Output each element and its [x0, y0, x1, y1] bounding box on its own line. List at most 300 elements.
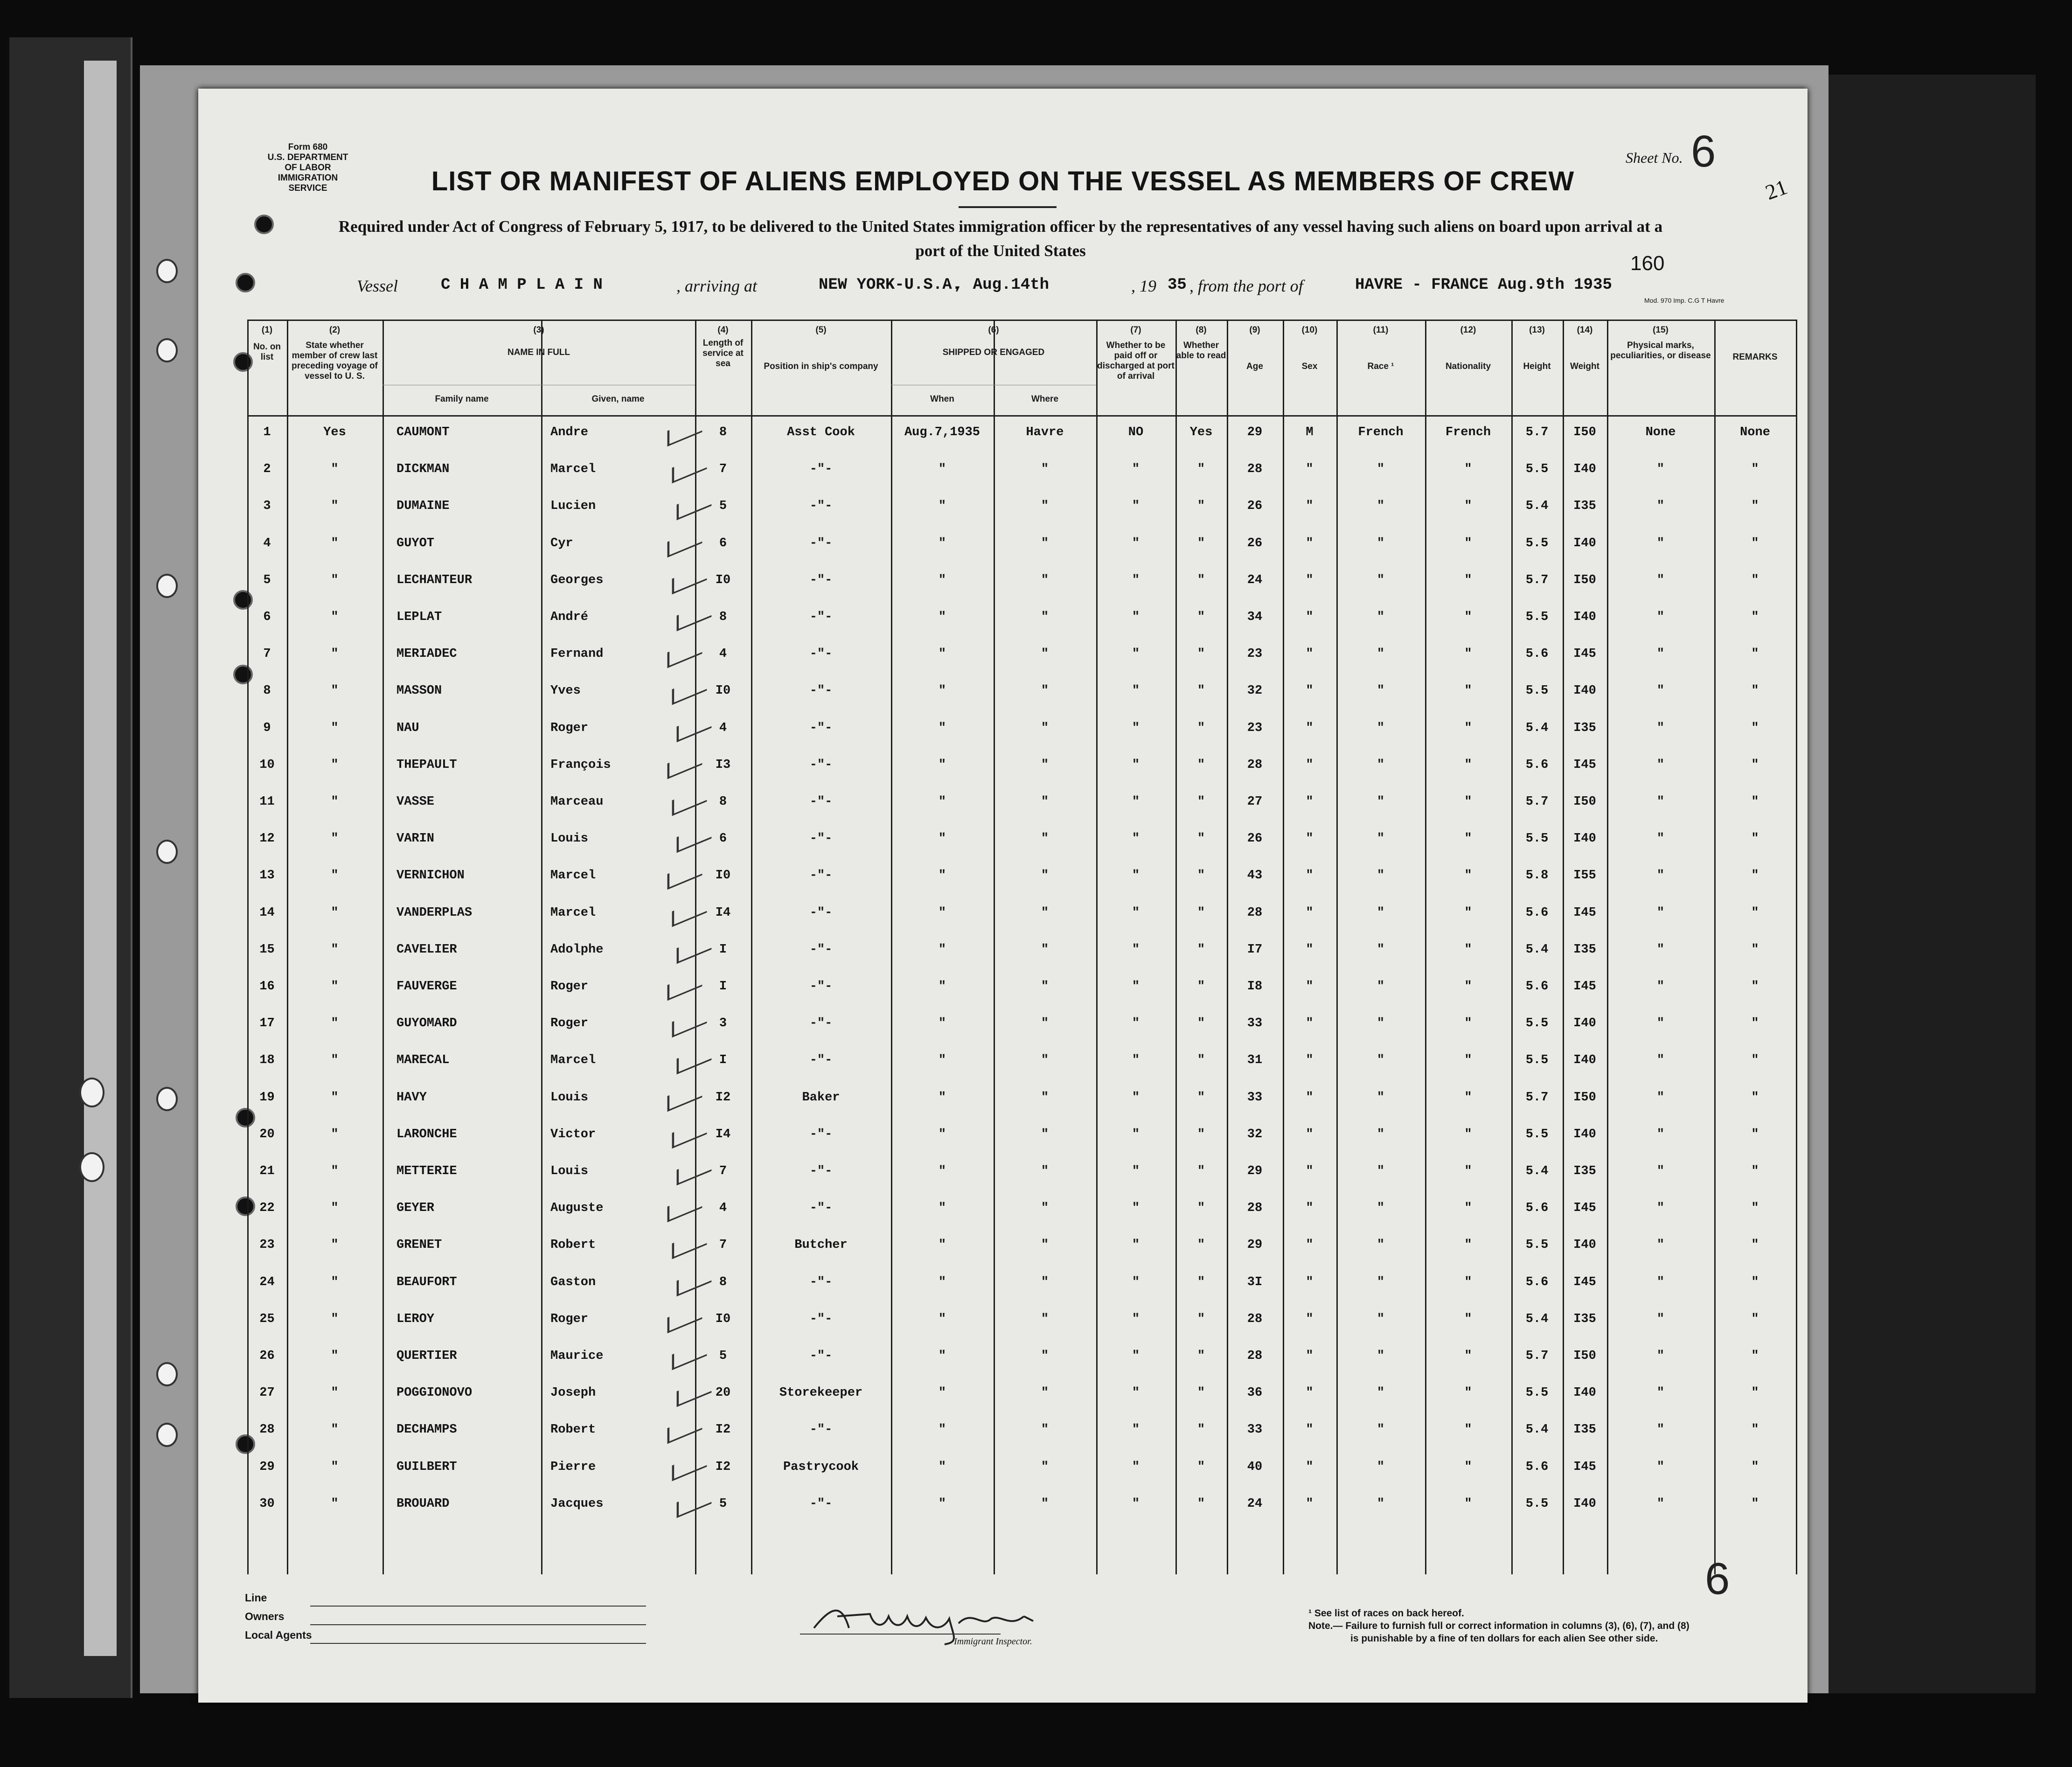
- cell-when: ": [938, 1238, 946, 1252]
- cell-age: 23: [1247, 721, 1263, 735]
- cell-sex: M: [1306, 425, 1314, 439]
- cell-when: ": [938, 1053, 946, 1068]
- cell-race: ": [1377, 684, 1385, 698]
- cell-when: ": [938, 462, 946, 477]
- header-able-to-read: Whether able to read: [1176, 341, 1226, 361]
- cell-race: ": [1377, 573, 1385, 587]
- vessel-name: C H A M P L A I N: [441, 276, 603, 294]
- column-number: (15): [1653, 325, 1669, 335]
- cell-race: ": [1377, 1496, 1385, 1511]
- cell-remarks: ": [1751, 1016, 1759, 1031]
- cell-no: 28: [259, 1423, 275, 1437]
- sheet-number: 6: [1691, 126, 1716, 176]
- cell-read: ": [1197, 1349, 1205, 1363]
- cell-weight: I40: [1573, 1127, 1596, 1141]
- cell-prev: ": [331, 1349, 339, 1363]
- cell-no: 23: [259, 1238, 275, 1252]
- cell-where: ": [1041, 721, 1049, 735]
- cell-sex: ": [1306, 1275, 1314, 1289]
- cell-position: Storekeeper: [779, 1386, 863, 1400]
- cell-sex: ": [1306, 1460, 1314, 1474]
- cell-weight: I40: [1573, 1386, 1596, 1400]
- cell-marks: ": [1656, 832, 1665, 846]
- cell-paid: ": [1132, 721, 1140, 735]
- cell-height: 5.5: [1525, 1127, 1549, 1141]
- cell-sex: ": [1306, 795, 1314, 809]
- cell-prev: ": [331, 1127, 339, 1141]
- cell-when: ": [938, 721, 946, 735]
- check-mark: [672, 1451, 707, 1481]
- cell-age: I8: [1247, 980, 1263, 994]
- cell-prev: ": [331, 1090, 339, 1105]
- cell-weight: I50: [1573, 573, 1596, 587]
- cell-marks: ": [1656, 1386, 1665, 1400]
- cell-race: ": [1377, 832, 1385, 846]
- cell-nationality: ": [1464, 1496, 1472, 1511]
- column-number: (7): [1130, 325, 1141, 335]
- cell-remarks: ": [1751, 1090, 1759, 1105]
- cell-marks: ": [1656, 1016, 1665, 1031]
- cell-given: Yves: [550, 684, 581, 698]
- cell-sex: ": [1306, 1423, 1314, 1437]
- cell-paid: ": [1132, 1201, 1140, 1216]
- cell-remarks: None: [1740, 425, 1770, 439]
- cell-marks: ": [1656, 1423, 1665, 1437]
- cell-weight: I40: [1573, 610, 1596, 624]
- header-length-of-service: Length of service at sea: [702, 338, 744, 369]
- cell-race: ": [1377, 795, 1385, 809]
- cell-read: ": [1197, 980, 1205, 994]
- cell-where: ": [1041, 758, 1049, 772]
- cell-height: 5.5: [1525, 684, 1549, 698]
- cell-age: 33: [1247, 1423, 1263, 1437]
- cell-remarks: ": [1751, 647, 1759, 661]
- cell-remarks: ": [1751, 1312, 1759, 1326]
- cell-read: ": [1197, 499, 1205, 514]
- arrival-year: 35: [1168, 276, 1187, 294]
- cell-race: French: [1358, 425, 1404, 439]
- cell-read: ": [1197, 869, 1205, 883]
- cell-height: 5.5: [1525, 832, 1549, 846]
- check-mark: [672, 1008, 707, 1038]
- cell-where: Havre: [1026, 425, 1064, 439]
- cell-paid: ": [1132, 573, 1140, 587]
- agents-field: [310, 1642, 646, 1644]
- cell-sex: ": [1306, 721, 1314, 735]
- cell-position: -"-: [809, 1496, 833, 1511]
- subtitle-line-1: Required under Act of Congress of February 5, 1917, to be delivered to the United States immigration officer by the representatives of any vessel having such aliens on board upon arrival at a: [338, 217, 1663, 236]
- cell-nationality: ": [1464, 1312, 1472, 1326]
- check-mark: [677, 1044, 712, 1075]
- cell-read: ": [1197, 1275, 1205, 1289]
- line-field: [310, 1605, 646, 1607]
- signature-text: A Mongomer: [805, 1595, 807, 1596]
- cell-prev: ": [331, 758, 339, 772]
- cell-weight: I50: [1573, 1090, 1596, 1105]
- cell-sex: ": [1306, 869, 1314, 883]
- cell-no: 21: [259, 1164, 275, 1178]
- cell-height: 5.5: [1525, 1386, 1549, 1400]
- punch-hole: [156, 840, 178, 864]
- cell-age: 26: [1247, 832, 1263, 846]
- cell-nationality: ": [1464, 1053, 1472, 1068]
- cell-where: ": [1041, 1201, 1049, 1216]
- column-rule: [1796, 320, 1797, 1574]
- cell-prev: ": [331, 1312, 339, 1326]
- punch-hole: [156, 1087, 178, 1111]
- cell-nationality: ": [1464, 1238, 1472, 1252]
- cell-family: BROUARD: [396, 1496, 450, 1511]
- cell-weight: I50: [1573, 425, 1596, 439]
- cell-given: Louis: [550, 832, 589, 846]
- cell-race: ": [1377, 942, 1385, 957]
- cell-no: 27: [259, 1386, 275, 1400]
- cell-family: GUYOT: [396, 536, 435, 550]
- cell-race: ": [1377, 721, 1385, 735]
- cell-nationality: ": [1464, 1201, 1472, 1216]
- cell-family: DUMAINE: [396, 499, 450, 514]
- cell-when: ": [938, 1127, 946, 1141]
- cell-height: 5.6: [1525, 980, 1549, 994]
- header-name-in-full: NAME IN FULL: [507, 348, 570, 357]
- cell-marks: ": [1656, 536, 1665, 550]
- cell-race: ": [1377, 647, 1385, 661]
- cell-given: Roger: [550, 980, 589, 994]
- cell-where: ": [1041, 1090, 1049, 1105]
- cell-family: FAUVERGE: [396, 980, 457, 994]
- cell-service: 20: [715, 1386, 731, 1400]
- cell-height: 5.6: [1525, 1275, 1549, 1289]
- cell-given: Victor: [550, 1127, 596, 1141]
- cell-when: ": [938, 647, 946, 661]
- check-mark: [667, 1303, 702, 1334]
- cell-nationality: ": [1464, 721, 1472, 735]
- cell-service: 7: [719, 1238, 727, 1252]
- cell-where: ": [1041, 462, 1049, 477]
- column-number: (14): [1577, 325, 1593, 335]
- cell-where: ": [1041, 1460, 1049, 1474]
- check-mark: [667, 971, 702, 1001]
- cell-prev: ": [331, 1201, 339, 1216]
- cell-marks: None: [1645, 425, 1676, 439]
- cell-paid: ": [1132, 1460, 1140, 1474]
- check-mark: [667, 860, 702, 890]
- cell-no: 22: [259, 1201, 275, 1216]
- cell-prev: ": [331, 647, 339, 661]
- cell-family: CAVELIER: [396, 942, 457, 957]
- cell-nationality: ": [1464, 499, 1472, 514]
- cell-race: ": [1377, 462, 1385, 477]
- cell-read: ": [1197, 1090, 1205, 1105]
- cell-given: Robert: [550, 1238, 596, 1252]
- cell-height: 5.5: [1525, 462, 1549, 477]
- owners-label: Owners: [245, 1610, 285, 1622]
- cell-when: ": [938, 869, 946, 883]
- column-number: (11): [1373, 325, 1389, 335]
- cell-when: ": [938, 905, 946, 920]
- column-number: (8): [1196, 325, 1207, 335]
- cell-prev: ": [331, 1238, 339, 1252]
- cell-sex: ": [1306, 832, 1314, 846]
- inspector-label: Immigrant Inspector.: [954, 1636, 1032, 1647]
- cell-height: 5.7: [1525, 573, 1549, 587]
- cell-no: 6: [263, 610, 271, 624]
- cell-position: -"-: [809, 684, 833, 698]
- cell-height: 5.4: [1525, 721, 1549, 735]
- cell-service: I0: [715, 684, 731, 698]
- cell-weight: I45: [1573, 1201, 1596, 1216]
- cell-race: ": [1377, 1090, 1385, 1105]
- cell-paid: ": [1132, 1127, 1140, 1141]
- cell-remarks: ": [1751, 832, 1759, 846]
- printer-mark: Mod. 970 Imp. C.G T Havre: [1644, 297, 1724, 304]
- cell-when: ": [938, 499, 946, 514]
- cell-age: 3I: [1247, 1275, 1263, 1289]
- cell-nationality: French: [1445, 425, 1491, 439]
- cell-family: QUERTIER: [396, 1349, 457, 1363]
- cell-weight: I40: [1573, 1053, 1596, 1068]
- cell-position: -"-: [809, 905, 833, 920]
- check-mark: [677, 823, 712, 853]
- cell-race: ": [1377, 1275, 1385, 1289]
- cell-family: VASSE: [396, 795, 435, 809]
- check-mark: [667, 1192, 702, 1223]
- cell-paid: ": [1132, 1053, 1140, 1068]
- cell-height: 5.7: [1525, 1349, 1549, 1363]
- cell-race: ": [1377, 1053, 1385, 1068]
- check-mark: [672, 675, 707, 705]
- cell-sex: ": [1306, 1496, 1314, 1511]
- cell-no: 1: [263, 425, 271, 439]
- cell-service: 4: [719, 1201, 727, 1216]
- cell-weight: I45: [1573, 980, 1596, 994]
- from-label: , from the port of: [1189, 277, 1303, 295]
- cell-prev: ": [331, 573, 339, 587]
- cell-service: 5: [719, 1496, 727, 1511]
- cell-marks: ": [1656, 758, 1665, 772]
- cell-no: 20: [259, 1127, 275, 1141]
- header-family-name: Family name: [435, 394, 489, 404]
- cell-service: I0: [715, 1312, 731, 1326]
- cell-height: 5.7: [1525, 1090, 1549, 1105]
- cell-remarks: ": [1751, 610, 1759, 624]
- cell-prev: ": [331, 832, 339, 846]
- cell-given: Jacques: [550, 1496, 604, 1511]
- cell-prev: ": [331, 684, 339, 698]
- cell-no: 16: [259, 980, 275, 994]
- cell-paid: ": [1132, 1016, 1140, 1031]
- cell-position: -"-: [809, 795, 833, 809]
- cell-remarks: ": [1751, 942, 1759, 957]
- cell-paid: ": [1132, 647, 1140, 661]
- cell-nationality: ": [1464, 1460, 1472, 1474]
- cell-weight: I35: [1573, 942, 1596, 957]
- cell-height: 5.4: [1525, 1423, 1549, 1437]
- cell-position: -"-: [809, 647, 833, 661]
- cell-prev: ": [331, 795, 339, 809]
- column-number: (1): [261, 325, 273, 335]
- cell-family: MERIADEC: [396, 647, 457, 661]
- cell-sex: ": [1306, 684, 1314, 698]
- cell-read: ": [1197, 1164, 1205, 1178]
- cell-given: André: [550, 610, 589, 624]
- cell-service: I: [719, 1053, 727, 1068]
- agents-label: Local Agents: [245, 1629, 312, 1641]
- cell-service: 4: [719, 721, 727, 735]
- cell-nationality: ": [1464, 1164, 1472, 1178]
- cell-marks: ": [1656, 684, 1665, 698]
- page-number: 160: [1630, 252, 1665, 275]
- cell-paid: ": [1132, 1164, 1140, 1178]
- cell-age: 32: [1247, 1127, 1263, 1141]
- cell-remarks: ": [1751, 499, 1759, 514]
- check-mark: [677, 1488, 712, 1518]
- column-number: (5): [815, 325, 827, 335]
- cell-marks: ": [1656, 905, 1665, 920]
- cell-remarks: ": [1751, 1423, 1759, 1437]
- cell-given: Marcel: [550, 462, 596, 477]
- cell-age: 43: [1247, 869, 1263, 883]
- cell-service: 8: [719, 425, 727, 439]
- cell-paid: NO: [1128, 425, 1144, 439]
- header-when: When: [930, 394, 954, 404]
- cell-height: 5.4: [1525, 1312, 1549, 1326]
- check-mark: [677, 1155, 712, 1186]
- cell-race: ": [1377, 980, 1385, 994]
- cell-nationality: ": [1464, 1090, 1472, 1105]
- cell-sex: ": [1306, 758, 1314, 772]
- cell-height: 5.5: [1525, 1496, 1549, 1511]
- cell-nationality: ": [1464, 462, 1472, 477]
- header-rule: [247, 415, 1796, 417]
- cell-paid: ": [1132, 758, 1140, 772]
- cell-read: ": [1197, 1460, 1205, 1474]
- cell-height: 5.4: [1525, 499, 1549, 514]
- cell-position: -"-: [809, 573, 833, 587]
- header-remarks: REMARKS: [1732, 352, 1778, 362]
- cell-given: Marcel: [550, 905, 596, 920]
- cell-sex: ": [1306, 1312, 1314, 1326]
- cell-when: ": [938, 536, 946, 550]
- cell-weight: I35: [1573, 1164, 1596, 1178]
- cell-read: ": [1197, 758, 1205, 772]
- cell-service: 7: [719, 1164, 727, 1178]
- cell-weight: I40: [1573, 1016, 1596, 1031]
- cell-given: Maurice: [550, 1349, 604, 1363]
- cell-height: 5.5: [1525, 1053, 1549, 1068]
- cell-read: ": [1197, 905, 1205, 920]
- cell-sex: ": [1306, 1164, 1314, 1178]
- cell-sex: ": [1306, 1201, 1314, 1216]
- cell-nationality: ": [1464, 980, 1472, 994]
- check-mark: [667, 638, 702, 668]
- cell-race: ": [1377, 758, 1385, 772]
- cell-given: Joseph: [550, 1386, 596, 1400]
- cell-race: ": [1377, 1238, 1385, 1252]
- cell-remarks: ": [1751, 1349, 1759, 1363]
- vessel-label: Vessel: [357, 277, 398, 295]
- cell-where: ": [1041, 1053, 1049, 1068]
- cell-service: 8: [719, 1275, 727, 1289]
- cell-age: 28: [1247, 905, 1263, 920]
- note-penalty: Note.— Failure to furnish full or correct information in columns (3), (6), (7), and (8): [1308, 1621, 1690, 1631]
- cell-paid: ": [1132, 1386, 1140, 1400]
- cell-no: 17: [259, 1016, 275, 1031]
- cell-family: LEROY: [396, 1312, 435, 1326]
- cell-marks: ": [1656, 1201, 1665, 1216]
- cell-nationality: ": [1464, 1386, 1472, 1400]
- cell-age: 31: [1247, 1053, 1263, 1068]
- cell-position: -"-: [809, 1275, 833, 1289]
- cell-where: ": [1041, 980, 1049, 994]
- cell-read: ": [1197, 1127, 1205, 1141]
- column-rule: [382, 320, 384, 1574]
- cell-position: -"-: [809, 980, 833, 994]
- cell-family: LARONCHE: [396, 1127, 457, 1141]
- header-given-name: Given, name: [591, 394, 645, 404]
- header-previous-voyage: State whether member of crew last preceding voyage of vessel to U. S.: [292, 341, 378, 381]
- cell-no: 10: [259, 758, 275, 772]
- punch-hole: [156, 1423, 178, 1447]
- cell-given: Marceau: [550, 795, 604, 809]
- cell-age: 29: [1247, 1238, 1263, 1252]
- cell-sex: ": [1306, 942, 1314, 957]
- cell-paid: ": [1132, 1238, 1140, 1252]
- cell-read: ": [1197, 536, 1205, 550]
- cell-where: ": [1041, 942, 1049, 957]
- cell-service: 7: [719, 462, 727, 477]
- cell-when: ": [938, 1460, 946, 1474]
- cell-weight: I35: [1573, 721, 1596, 735]
- cell-read: ": [1197, 1053, 1205, 1068]
- cell-paid: ": [1132, 462, 1140, 477]
- cell-when: ": [938, 1496, 946, 1511]
- cell-sex: ": [1306, 573, 1314, 587]
- cell-family: GEYER: [396, 1201, 435, 1216]
- cell-given: Marcel: [550, 869, 596, 883]
- cell-race: ": [1377, 1349, 1385, 1363]
- cell-given: Roger: [550, 721, 589, 735]
- cell-marks: ": [1656, 942, 1665, 957]
- cell-race: ": [1377, 1016, 1385, 1031]
- cell-remarks: ": [1751, 1201, 1759, 1216]
- cell-position: -"-: [809, 536, 833, 550]
- cell-height: 5.7: [1525, 425, 1549, 439]
- cell-sex: ": [1306, 1053, 1314, 1068]
- cell-remarks: ": [1751, 1460, 1759, 1474]
- cell-where: ": [1041, 1312, 1049, 1326]
- cell-family: THEPAULT: [396, 758, 457, 772]
- cell-no: 2: [263, 462, 271, 477]
- cell-given: Roger: [550, 1016, 589, 1031]
- cell-service: I4: [715, 905, 731, 920]
- check-mark: [667, 527, 702, 557]
- header-no-on-list: No. on list: [253, 342, 281, 362]
- cell-given: Auguste: [550, 1201, 604, 1216]
- cell-position: -"-: [809, 721, 833, 735]
- cell-family: NAU: [396, 721, 419, 735]
- cell-nationality: ": [1464, 610, 1472, 624]
- check-mark: [672, 786, 707, 816]
- cell-given: Lucien: [550, 499, 596, 514]
- cell-when: ": [938, 832, 946, 846]
- column-number: (10): [1301, 325, 1318, 335]
- cell-no: 30: [259, 1496, 275, 1511]
- cell-height: 5.4: [1525, 942, 1549, 957]
- cell-service: I2: [715, 1423, 731, 1437]
- cell-when: ": [938, 1386, 946, 1400]
- cell-family: GUILBERT: [396, 1460, 457, 1474]
